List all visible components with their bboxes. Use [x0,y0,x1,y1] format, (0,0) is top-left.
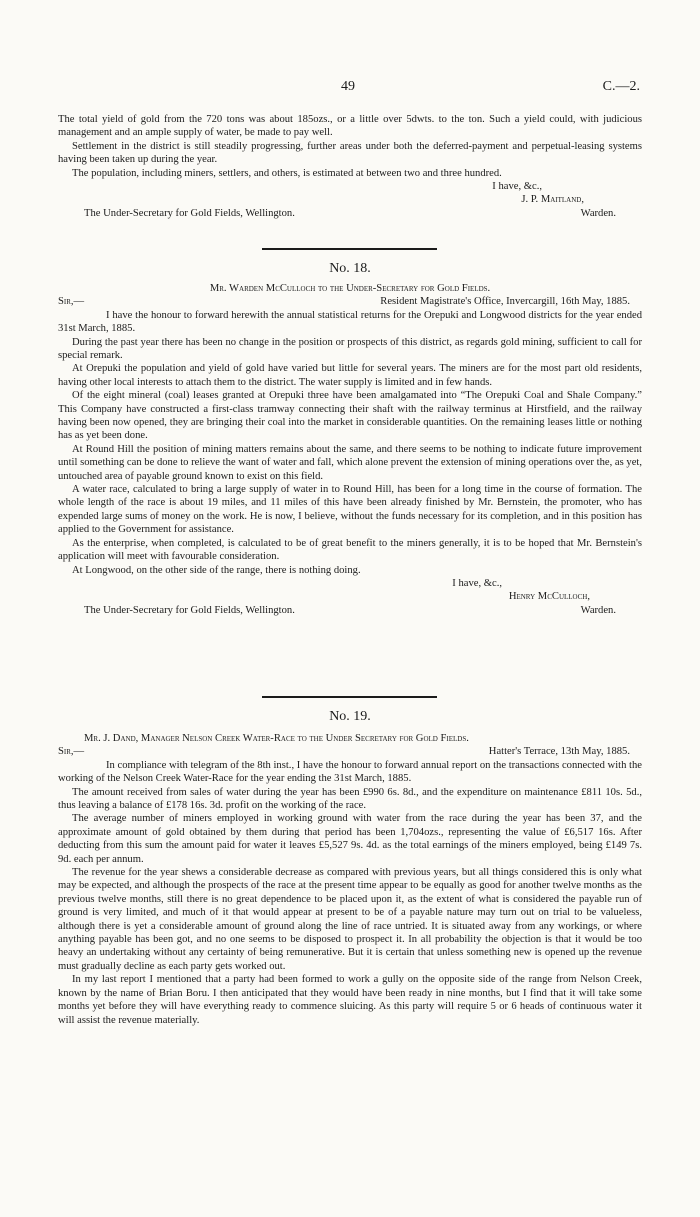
signatory-title: Warden. [580,604,616,616]
report-heading: Mr. Warden McCulloch to the Under-Secretary for Gold Fields. [209,283,491,294]
report-heading: Mr. J. Dand, Manager Nelson Creek Water-Race to the Under Secretary for Gold Fields. [84,733,469,744]
paragraph: At Longwood, on the other side of the range, there is nothing doing. [72,564,361,576]
page-reference: C.—2. [602,79,640,94]
report-19 [58,732,642,1027]
addressee: The Under-Secretary for Gold Fields, Wellington. [84,207,295,219]
sender-address: Hatter's Terrace, 13th May, 1885. [488,746,630,758]
paragraph: As the enterprise, when completed, is calculated to be of great benefit to the miners generally, it is to be hoped that Mr. Bernstein's application will meet with favourable consideration. [58,537,642,563]
paragraph: At Round Hill the position of mining matters remains about the same, and there seems to be nothing to indicate future improvement until something can be done to relieve the want of water and fall, which alone prevent the extension of mining operations over the, as yet, untouched area of payable ground known to exist on this field. [58,443,642,482]
paragraph: Settlement in the district is still steadily progressing, further areas under both the deferred-payment and perpetual-leasing systems having been taken up during the year. [58,140,642,166]
paragraph: During the past year there has been no change in the position or prospects of this district, as regards gold mining, sufficient to call for special remark. [58,336,642,362]
paragraph: The population, including miners, settlers, and others, is estimated at between two and three hundred. [72,167,502,179]
addressee-line [58,604,642,617]
salutation-line [58,295,642,308]
signatory-title: Warden. [580,207,616,219]
signatory: J. P. Maitland, [521,194,584,206]
section-divider [262,696,437,698]
signatory: Henry McCulloch, [508,591,590,603]
page-header [0,80,700,96]
sender-address: Resident Magistrate's Office, Invercargill, 16th May, 1885. [380,296,630,308]
salutation: Sir,— [58,296,85,308]
section-divider [262,248,437,250]
section-top [58,113,642,220]
paragraph: Of the eight mineral (coal) leases granted at Orepuki three have been amalgamated into “The Orepuki Coal and Shale Company.” This Company have constructed a first-class tramway connecting their shaft with the railway terminus at Hirstfield, and the railway having been now opened, they are bringing their coal into the market in considerable quantities. On the remaining leases little or nothing has as yet been done. [58,390,642,442]
salutation: Sir,— [58,746,85,758]
paragraph: The average number of miners employed in working ground with water from the race during the year has been 37, and the approximate amount of gold obtained by them during that period has been 1,704ozs., representing the value of £6,517 16s. After deducting from this sum the amount paid for water it leaves £5,527 9s. 4d. as the total earnings of the miners employed, being £149 7s. 9d. each per annum. [58,813,642,865]
report-number: No. 19. [329,709,371,724]
paragraph: The revenue for the year shews a considerable decrease as compared with previous years, but all things considered this is only what may be expected, and although the prospects of the race at the present time appear to be equally as good for another twelve months as the previous twelve months, still there is no great dependence to be placed upon it, as the extent of what is considered the payable run of ground is very limited, and much of it that would appear at present to be of a payable nature may turn out on trial to be valueless, although there is yet a considerable amount of ground along the line of race untried. It is situated away from any workings, or where anything payable has been got, and no one seems to be disposed to prospect it. In all probability the objection is that it would be too heavy an undertaking without any certainty of being remunerative. But it is certain that unless something new is opened up the revenue must gradually decline as each party gets worked out. [58,867,642,972]
report-18 [58,282,642,617]
paragraph: In my last report I mentioned that a party had been formed to work a gully on the opposite side of the range from Nelson Creek, known by the name of Brian Boru. I then anticipated that they would have been ready in nine months, but I find that it will take some months yet before they will have everything ready to commence sluicing. As this party will require 5 or 6 heads of continuous water it will assist the revenue materially. [58,974,642,1026]
paragraph: In compliance with telegram of the 8th inst., I have the honour to forward annual report on the transactions connected with the working of the Nelson Creek Water-Race for the year ending the 31st March, 1885. [58,759,642,785]
addressee-line [58,207,642,220]
report-number: No. 18. [329,261,371,276]
paragraph: At Orepuki the population and yield of gold have varied but little for several years. The miners are for the most part old residents, having other local interests to attach them to the district. The water supply is limited and in few hands. [58,363,642,388]
page-number: 49 [341,79,355,94]
paragraph: I have the honour to forward herewith the annual statistical returns for the Orepuki and Longwood districts for the year ended 31st March, 1885. [58,309,642,335]
addressee: The Under-Secretary for Gold Fields, Wellington. [84,604,295,616]
closing: I have, &c., [452,577,502,589]
closing: I have, &c., [492,181,542,193]
paragraph: The amount received from sales of water during the year has been £990 6s. 8d., and the expenditure on maintenance £811 10s. 5d., thus leaving a balance of £178 16s. 3d. profit on the working of the race. [58,786,642,812]
paragraph: The total yield of gold from the 720 tons was about 185ozs., or a little over 5dwts. to the ton. Such a yield could, with judicious management and an ample supply of water, be made to pay well. [58,114,642,139]
paragraph: A water race, calculated to bring a large supply of water in to Round Hill, has been for a long time in the course of formation. The whole length of the race is about 19 miles, and 11 miles of this have been already finished by Mr. Bernstein, the promoter, who has expended large sums of money on the work. He is now, I believe, without the funds necessary for its completion, and in this position has applied to the Government for assistance. [58,484,642,536]
salutation-line [58,745,642,758]
